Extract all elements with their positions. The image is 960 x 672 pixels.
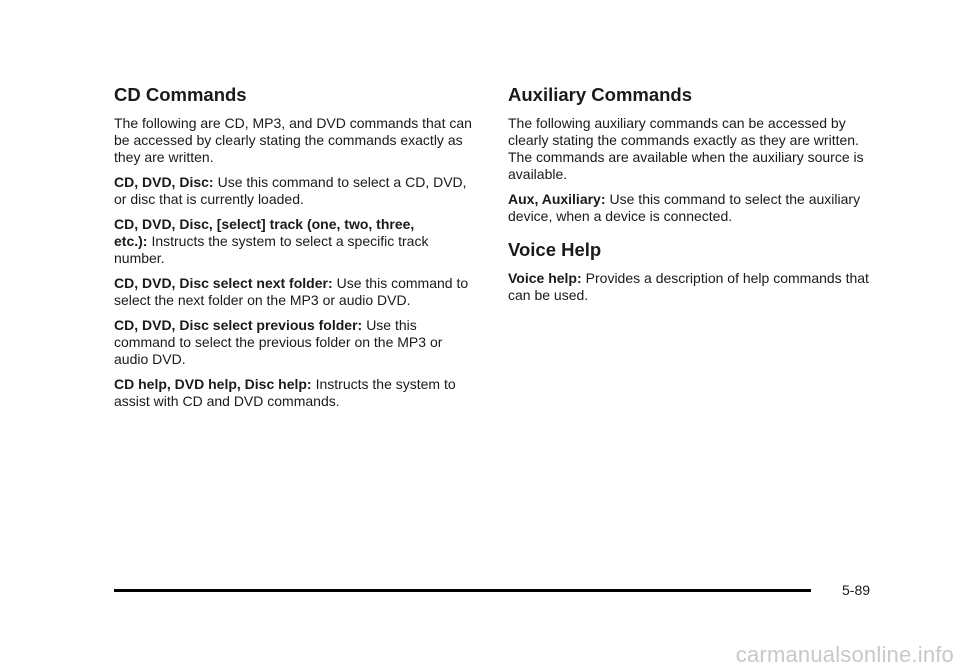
command-description: Use this command to select the auxiliary device, when a device is connected. <box>508 191 861 224</box>
command-item <box>114 174 480 208</box>
command-description: Use this command to select the previous folder on the MP3 or audio DVD. <box>114 317 443 367</box>
command-description: Instructs the system to assist with CD and DVD commands. <box>114 376 456 409</box>
auxiliary-commands-heading: Auxiliary Commands <box>508 84 693 105</box>
command-term: CD, DVD, Disc, [select] track (one, two, three, etc.): <box>114 216 415 249</box>
cd-commands-heading: CD Commands <box>114 84 247 105</box>
left-column <box>114 84 480 418</box>
page-number: 5-89 <box>842 582 871 598</box>
command-description: Provides a description of help commands that can be used. <box>508 270 869 303</box>
command-item <box>114 275 480 309</box>
command-term: Aux, Auxiliary: <box>508 191 606 207</box>
command-term: CD, DVD, Disc select previous folder: <box>114 317 363 333</box>
command-item <box>114 376 480 410</box>
right-column <box>508 84 874 312</box>
command-description: Use this command to select a CD, DVD, or disc that is currently loaded. <box>114 174 467 207</box>
command-description: Instructs the system to select a specific track number. <box>114 233 429 266</box>
command-term: CD, DVD, Disc select next folder: <box>114 275 333 291</box>
cd-commands-intro: The following are CD, MP3, and DVD commands that can be accessed by clearly stating the commands exactly as they are written. <box>114 115 472 165</box>
command-item <box>114 216 480 267</box>
command-term: CD help, DVD help, Disc help: <box>114 376 312 392</box>
command-term: Voice help: <box>508 270 582 286</box>
command-item <box>508 191 874 225</box>
voice-help-heading: Voice Help <box>508 239 602 260</box>
auxiliary-commands-intro: The following auxiliary commands can be accessed by clearly stating the commands exactly as they are written. The commands are available when the auxiliary source is available. <box>508 115 864 182</box>
command-term: CD, DVD, Disc: <box>114 174 214 190</box>
footer-rule <box>114 589 811 592</box>
command-item <box>508 270 874 304</box>
watermark: carmanualsonline.info <box>735 642 954 667</box>
command-description: Use this command to select the next folder on the MP3 or audio DVD. <box>114 275 469 308</box>
command-item <box>114 317 480 368</box>
